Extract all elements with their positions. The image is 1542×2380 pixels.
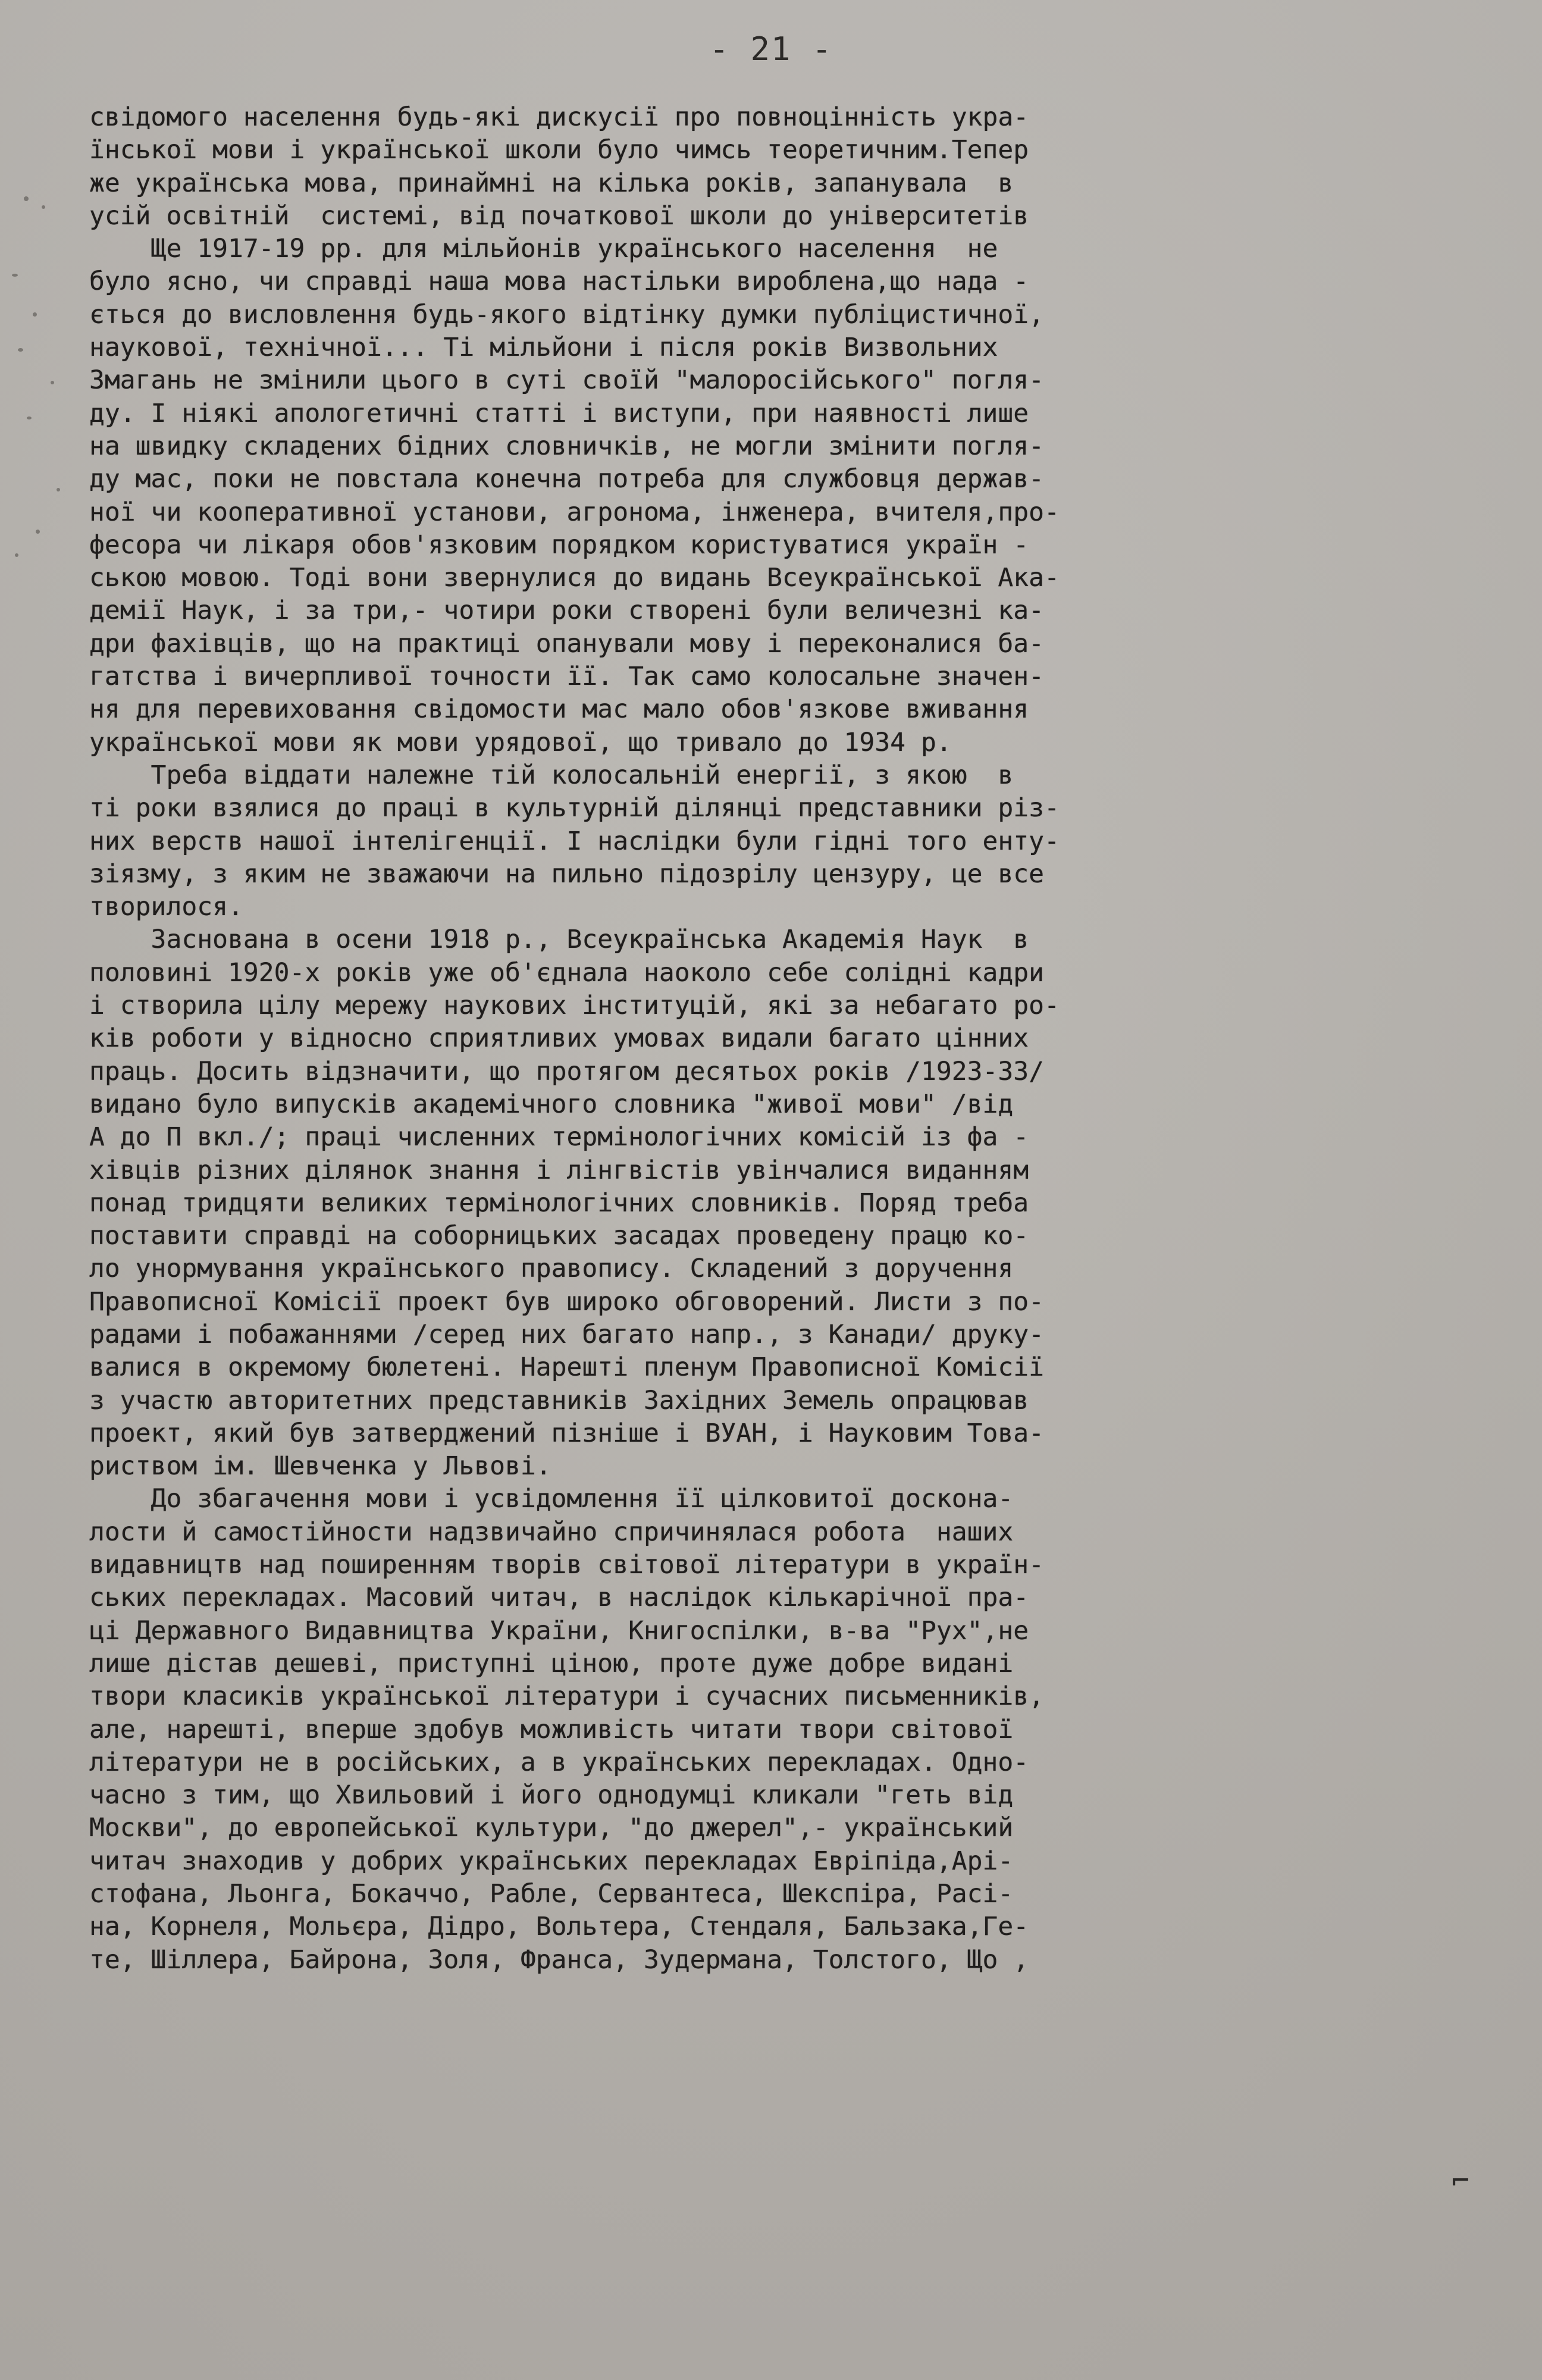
text-line: з участю авторитетних представників Західних Земель опрацював [89, 1385, 1029, 1416]
body-text [89, 101, 1458, 1977]
text-line: риством ім. Шевченка у Львові. [89, 1451, 551, 1482]
text-line: творилося. [89, 892, 243, 922]
text-line: наукової, технічної... Ті мільйони і після років Визвольних [89, 333, 998, 363]
text-line: видавництв над поширенням творів світової літератури в україн- [89, 1550, 1045, 1580]
text-line: поставити справді на соборницьких засадах проведену працю ко- [89, 1221, 1029, 1251]
text-line: праць. Досить відзначити, що протягом десятьох років /1923-33/ [89, 1056, 1045, 1086]
text-line: видано було випусків академічного словника "живої мови" /від [89, 1089, 1014, 1119]
text-line: ті роки взялися до праці в культурній ділянці представники різ- [89, 793, 1060, 823]
text-line: демії Наук, і за три,- чотири роки створені були величезні ка- [89, 596, 1045, 626]
margin-speck [15, 553, 18, 557]
text-line: ду. І ніякі апологетичні статті і виступи, при наявності лише [89, 398, 1029, 428]
text-line: валися в окремому бюлетені. Нарешті пленум Правописної Комісії [89, 1352, 1045, 1383]
margin-speck [27, 416, 32, 419]
text-line: же українська мова, принаймні на кілька років, запанувала в [89, 168, 1014, 198]
text-line: ної чи кооперативної установи, агронома, інженера, вчителя,про- [89, 497, 1060, 527]
text-line: на швидку складених бідних словничків, не могли змінити погля- [89, 431, 1045, 461]
text-line: читач знаходив у добрих українських перекладах Евріпіда,Арі- [89, 1846, 1014, 1876]
text-line: ці Державного Видавництва України, Книгоспілки, в-ва "Рух",не [89, 1615, 1029, 1646]
text-line: але, нарешті, вперше здобув можливість читати твори світової [89, 1714, 1014, 1745]
margin-bracket-mark: ⌐ [1452, 2163, 1470, 2198]
text-line: було ясно, чи справді наша мова настільки вироблена,що нада - [89, 267, 1029, 297]
text-line: ків роботи у відносно сприятливих умовах видали багато цінних [89, 1023, 1029, 1054]
text-line: радами і побажаннями /серед них багато напр., з Канади/ друку- [89, 1319, 1045, 1349]
left-margin-specks [0, 0, 89, 2380]
text-line: твори класиків української літератури і сучасних письменників, [89, 1681, 1045, 1712]
text-line: Змагань не змінили цього в суті своїй "малоросійського" погля- [89, 365, 1045, 396]
text-line: Заснована в осени 1918 р., Всеукраїнська Академія Наук в [89, 925, 1029, 955]
text-line: те, Шіллера, Байрона, Золя, Франса, Зудермана, Толстого, Що , [89, 1944, 1029, 1975]
text-line: Ще 1917-19 рр. для мільйонів українського населення не [89, 234, 998, 264]
text-line: і створила цілу мережу наукових інституцій, які за небагато ро- [89, 991, 1060, 1021]
margin-speck [12, 274, 18, 277]
text-line: свідомого населення будь-які дискусії про повноцінність укра- [89, 102, 1029, 132]
text-line: фесора чи лікаря обов'язковим порядком користуватися україн - [89, 530, 1029, 560]
text-line: їнської мови і української школи було чимсь теоретичним.Тепер [89, 135, 1029, 165]
page-number: - 21 - [709, 30, 833, 68]
text-line: зіязму, з яким не зважаючи на пильно підозрілу цензуру, це все [89, 859, 1045, 889]
text-line: ською мовою. Тоді вони звернулися до видань Всеукраїнської Ака- [89, 563, 1060, 593]
text-line: Правописної Комісії проект був широко обговорений. Листи з по- [89, 1286, 1045, 1317]
text-line: ло унормування українського правопису. Складений з доручення [89, 1254, 1014, 1284]
text-line: стофана, Льонга, Бокаччо, Рабле, Сервантеса, Шекспіра, Расі- [89, 1879, 1014, 1909]
text-line: Москви", до европейської культури, "до джерел",- український [89, 1813, 1014, 1843]
text-line: ду мас, поки не повстала конечна потреба для службовця держав- [89, 464, 1045, 494]
margin-speck [57, 488, 60, 491]
text-line: на, Корнеля, Мольєра, Дідро, Вольтера, Стендаля, Бальзака,Ге- [89, 1912, 1029, 1942]
text-line: ється до висловлення будь-якого відтінку думки публіцистичної, [89, 299, 1045, 330]
margin-speck [42, 205, 45, 209]
margin-speck [24, 196, 29, 201]
text-line: лише дістав дешеві, приступні ціною, проте дуже добре видані [89, 1648, 1014, 1678]
text-line: лости й самостійности надзвичайно спричинялася робота наших [89, 1517, 1014, 1547]
text-line: гатства і вичерпливої точности її. Так само колосальне значен- [89, 662, 1045, 692]
text-line: усій освітній системі, від початкової школи до університетів [89, 201, 1029, 231]
text-line: ня для перевиховання свідомости мас мало обов'язкове вживання [89, 694, 1029, 725]
text-line: понад тридцяти великих термінологічних словників. Поряд треба [89, 1188, 1029, 1218]
text-line: часно з тим, що Хвильовий і його однодумці кликали "геть від [89, 1780, 1014, 1811]
text-line: проект, який був затверджений пізніше і ВУАН, і Науковим Това- [89, 1418, 1045, 1448]
text-line: дри фахівців, що на практиці опанували мову і переконалися ба- [89, 628, 1045, 659]
margin-speck [33, 312, 37, 317]
text-line: них верств нашої інтелігенції. І наслідки були гідні того енту- [89, 826, 1060, 856]
text-line: хівців різних ділянок знання і лінгвістів увінчалися виданням [89, 1155, 1029, 1185]
text-line: А до П вкл./; праці численних термінологічних комісій із фа - [89, 1122, 1029, 1153]
margin-speck [36, 530, 40, 534]
margin-speck [51, 381, 54, 384]
text-line: української мови як мови урядової, що тривало до 1934 р. [89, 727, 952, 757]
text-line: ських перекладах. Масовий читач, в наслідок кількарічної пра- [89, 1583, 1029, 1613]
text-line: Треба віддати належне тій колосальній енергії, з якою в [89, 760, 1014, 790]
text-line: половині 1920-х років уже об'єднала наоколо себе солідні кадри [89, 957, 1045, 988]
text-line: До збагачення мови і усвідомлення її цілковитої доскона- [89, 1484, 1014, 1514]
text-line: літератури не в російських, а в українських перекладах. Одно- [89, 1747, 1029, 1777]
margin-speck [18, 348, 23, 352]
